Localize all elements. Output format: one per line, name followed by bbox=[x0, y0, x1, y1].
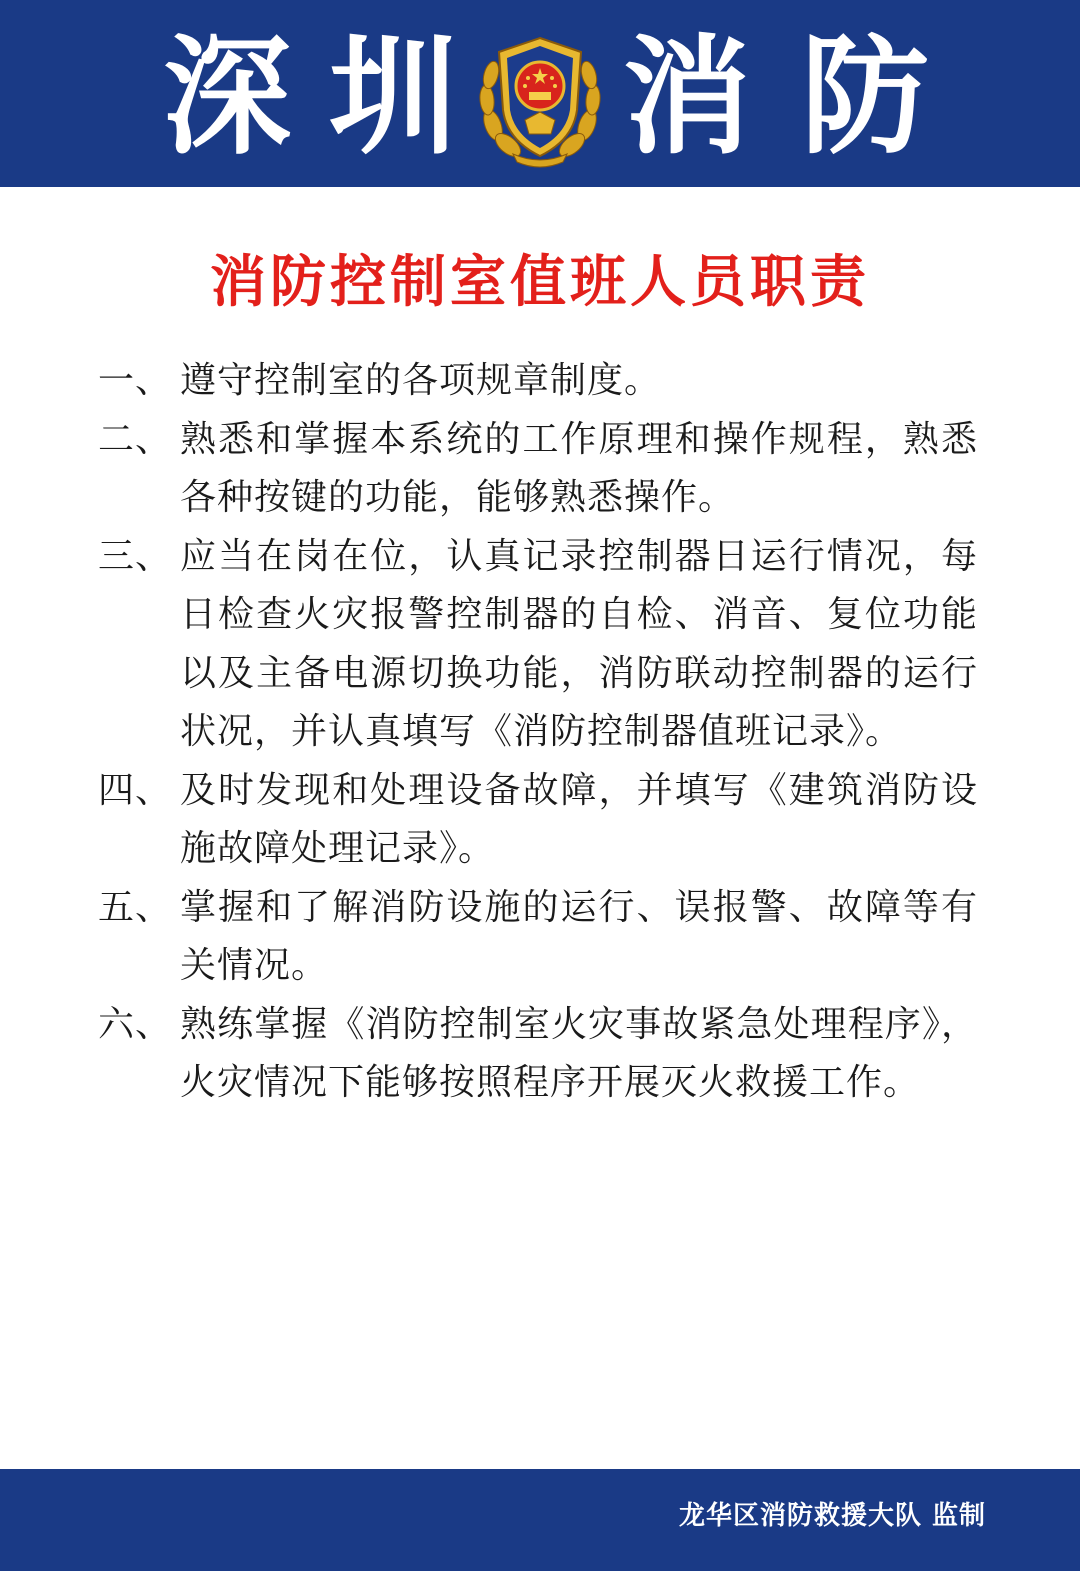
duty-item-text: 遵守控制室的各项规章制度。 bbox=[180, 360, 662, 401]
duty-item-text: 熟练掌握《消防控制室火灾事故紧急处理程序》，火灾情况下能够按照程序开展灭火救援工作。 bbox=[180, 1003, 978, 1103]
duty-item-text: 掌握和了解消防设施的运行、误报警、故障等有关情况。 bbox=[180, 886, 978, 986]
header-char-xiao: 消 bbox=[622, 22, 751, 172]
duty-list bbox=[98, 352, 978, 1113]
duty-item-text: 及时发现和处理设备故障，并填写《建筑消防设施故障处理记录》。 bbox=[180, 769, 978, 869]
duty-item-1 bbox=[98, 352, 978, 411]
duty-item-3 bbox=[98, 528, 978, 762]
duty-item-5 bbox=[98, 879, 978, 996]
header-char-shen: 深 bbox=[162, 22, 291, 172]
header-char-fang: 防 bbox=[800, 22, 929, 172]
page-title: 消防控制室值班人员职责 bbox=[210, 250, 870, 315]
duty-item-text: 应当在岗在位，认真记录控制器日运行情况，每日检查火灾报警控制器的自检、消音、复位功能以及主备电源切换功能，消防联动控制器的运行状况，并认真填写《消防控制器值班记录》。 bbox=[180, 535, 978, 752]
header-char-zhen: 圳 bbox=[328, 22, 457, 172]
duty-item-number: 五、 bbox=[98, 886, 173, 928]
duty-item-2 bbox=[98, 411, 978, 528]
footer-banner bbox=[0, 1469, 1080, 1571]
duty-item-text: 熟悉和掌握本系统的工作原理和操作规程，熟悉各种按键的功能，能够熟悉操作。 bbox=[180, 418, 978, 518]
duty-item-4 bbox=[98, 762, 978, 879]
duty-item-6 bbox=[98, 996, 978, 1113]
header-banner bbox=[0, 0, 1080, 187]
duty-item-number: 一、 bbox=[98, 360, 173, 401]
footer-supervisor-text: 龙华区消防救援大队 监制 bbox=[678, 1501, 986, 1531]
duty-item-number: 六、 bbox=[98, 1003, 173, 1045]
duty-item-number: 三、 bbox=[98, 535, 173, 577]
fire-rescue-emblem-icon bbox=[473, 30, 607, 170]
duty-item-number: 四、 bbox=[98, 769, 173, 811]
duty-item-number: 二、 bbox=[98, 418, 173, 460]
